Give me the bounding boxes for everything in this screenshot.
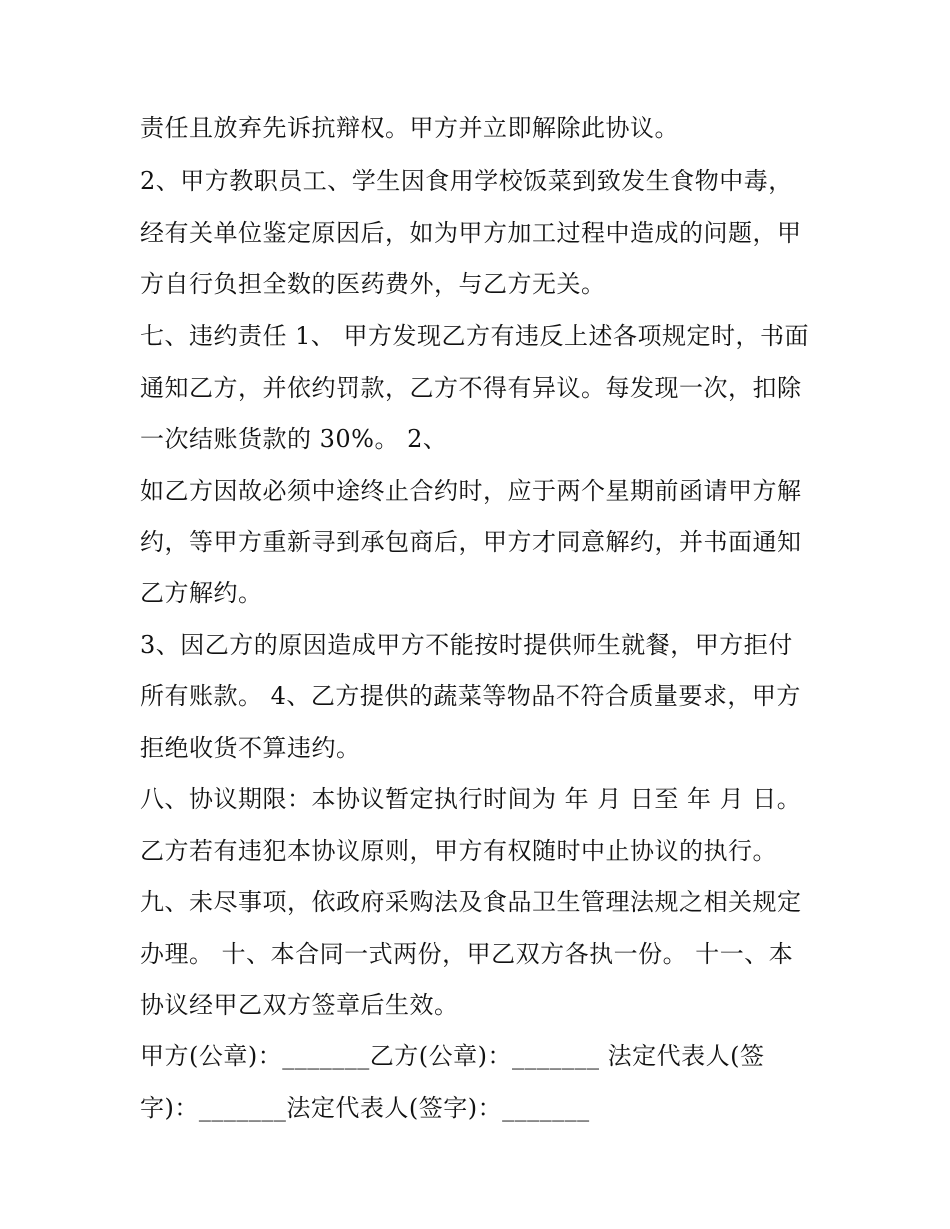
text-line: 协议经甲乙双方签章后生效。	[140, 991, 459, 1019]
text-line: 2、甲方教职员工、学生因食用学校饭菜到致发生食物中毒，	[140, 167, 793, 195]
text-line: 一次结账货款的 30%。 2、	[140, 425, 448, 453]
text-line: 甲方(公章)：_______乙方(公章)：_______ 法定代表人(签	[140, 1042, 765, 1070]
text-line: 责任且放弃先诉抗辩权。甲方并立即解除此协议。	[140, 114, 679, 142]
text-line: 如乙方因故必须中途终止合约时，应于两个星期前函请甲方解	[140, 477, 802, 505]
text-line: 经有关单位鉴定原因后，如为甲方加工过程中造成的问题，甲	[140, 219, 802, 247]
text-line: 办理。 十、本合同一式两份，甲乙双方各执一份。 十一、本	[140, 940, 794, 968]
text-line: 乙方若有违犯本协议原则，甲方有权随时中止协议的执行。	[140, 837, 777, 865]
text-line: 所有账款。 4、乙方提供的蔬菜等物品不符合质量要求，甲方	[140, 682, 801, 710]
text-line: 乙方解约。	[140, 579, 263, 607]
text-line: 通知乙方，并依约罚款，乙方不得有异议。每发现一次，扣除	[140, 374, 802, 402]
text-line: 3、因乙方的原因造成甲方不能按时提供师生就餐，甲方拒付	[140, 631, 793, 659]
text-line: 约，等甲方重新寻到承包商后，甲方才同意解约，并书面通知	[140, 528, 802, 556]
text-line: 九、未尽事项，依政府采购法及食品卫生管理法规之相关规定	[140, 888, 802, 916]
text-line: 拒绝收货不算违约。	[140, 734, 361, 762]
text-line: 七、违约责任 1、 甲方发现乙方有违反上述各项规定时，书面	[140, 322, 810, 350]
text-line: 八、协议期限：本协议暂定执行时间为 年 月 日至 年 月 日。	[140, 785, 802, 813]
text-line: 方自行负担全数的医药费外，与乙方无关。	[140, 270, 606, 298]
text-line: 字)：_______法定代表人(签字)：_______	[140, 1094, 590, 1122]
